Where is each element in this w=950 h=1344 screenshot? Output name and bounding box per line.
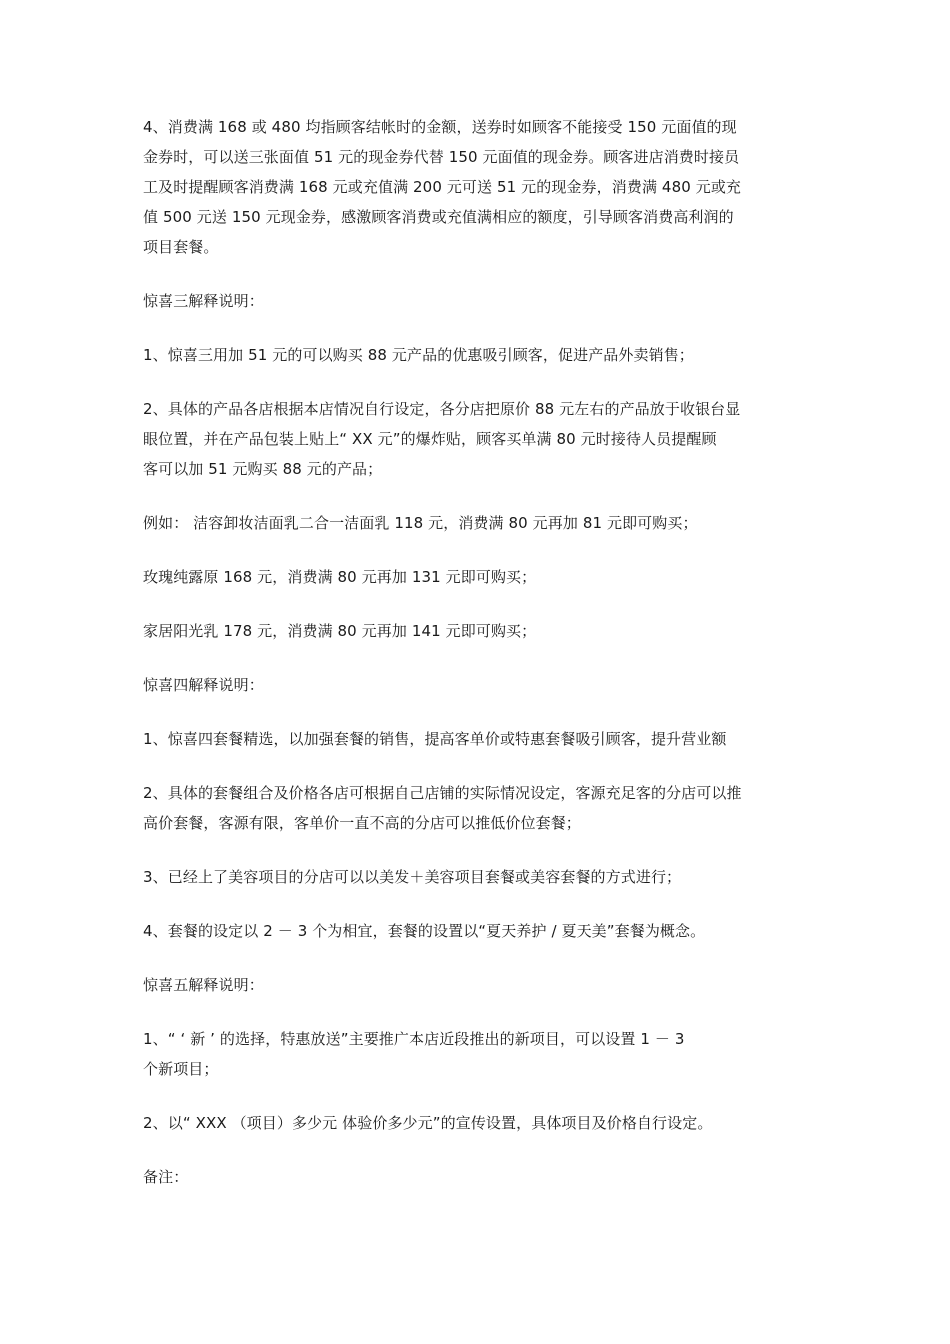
heading-surprise-four xyxy=(143,670,813,700)
paragraph-surprise-five-item-1 xyxy=(143,1024,813,1084)
text-line: 惊喜三解释说明： xyxy=(143,292,264,310)
text-line: 惊喜五解释说明： xyxy=(143,976,264,994)
text-line: 2、以“ XXX （项目）多少元 体验价多少元”的宣传设置，具体项目及价格自行设定。 xyxy=(143,1114,713,1132)
text-line: 家居阳光乳 178 元，消费满 80 元再加 141 元即可购买； xyxy=(143,622,537,640)
heading-surprise-three xyxy=(143,286,813,316)
text-line: 备注： xyxy=(143,1168,189,1186)
text-line: 工及时提醒顾客消费满 168 元或充值满 200 元可送 51 元的现金券，消费满 480 元或充 xyxy=(143,178,742,196)
paragraph-surprise-three-item-1 xyxy=(143,340,813,370)
text-line: 1、惊喜四套餐精选，以加强套餐的销售，提高客单价或特惠套餐吸引顾客，提升营业额 xyxy=(143,730,727,748)
paragraph-surprise-four-item-2 xyxy=(143,778,813,838)
text-line: 玫瑰纯露原 168 元，消费满 80 元再加 131 元即可购买； xyxy=(143,568,537,586)
text-line: 个新项目； xyxy=(143,1060,219,1078)
paragraph-example-1 xyxy=(143,508,813,538)
heading-surprise-five xyxy=(143,970,813,1000)
paragraph-surprise-four-item-4 xyxy=(143,916,813,946)
paragraph-surprise-three-item-2 xyxy=(143,394,813,484)
heading-notes xyxy=(143,1162,813,1192)
document-body xyxy=(143,112,813,1216)
paragraph-example-2 xyxy=(143,562,813,592)
text-line: 1、惊喜三用加 51 元的可以购买 88 元产品的优惠吸引顾客，促进产品外卖销售； xyxy=(143,346,694,364)
paragraph-surprise-four-item-1 xyxy=(143,724,813,754)
paragraph-coupon-rules xyxy=(143,112,813,262)
text-line: 2、具体的产品各店根据本店情况自行设定，各分店把原价 88 元左右的产品放于收银台显 xyxy=(143,400,741,418)
text-line: 1、“ ‘ 新 ’ 的选择，特惠放送”主要推广本店近段推出的新项目，可以设置 1 － 3 xyxy=(143,1030,685,1048)
text-line: 值 500 元送 150 元现金券，感激顾客消费或充值满相应的额度，引导顾客消费高利润的 xyxy=(143,208,734,226)
text-line: 眼位置，并在产品包装上贴上“ XX 元”的爆炸贴，顾客买单满 80 元时接待人员提醒顾 xyxy=(143,430,717,448)
text-line: 例如： 洁容卸妆洁面乳二合一洁面乳 118 元，消费满 80 元再加 81 元即可购买； xyxy=(143,514,698,532)
paragraph-surprise-four-item-3 xyxy=(143,862,813,892)
text-line: 高价套餐，客源有限，客单价一直不高的分店可以推低价位套餐； xyxy=(143,814,581,832)
text-line: 4、套餐的设定以 2 － 3 个为相宜，套餐的设置以“夏天养护 / 夏天美”套餐为概念。 xyxy=(143,922,706,940)
paragraph-example-3 xyxy=(143,616,813,646)
text-line: 2、具体的套餐组合及价格各店可根据自己店铺的实际情况设定，客源充足客的分店可以推 xyxy=(143,784,742,802)
text-line: 客可以加 51 元购买 88 元的产品； xyxy=(143,460,383,478)
paragraph-surprise-five-item-2 xyxy=(143,1108,813,1138)
text-line: 金券时，可以送三张面值 51 元的现金券代替 150 元面值的现金券。顾客进店消费时接员 xyxy=(143,148,740,166)
text-line: 项目套餐。 xyxy=(143,238,219,256)
text-line: 3、已经上了美容项目的分店可以以美发＋美容项目套餐或美容套餐的方式进行； xyxy=(143,868,682,886)
text-line: 4、消费满 168 或 480 均指顾客结帐时的金额，送券时如顾客不能接受 150 元面值的现 xyxy=(143,118,737,136)
text-line: 惊喜四解释说明： xyxy=(143,676,264,694)
